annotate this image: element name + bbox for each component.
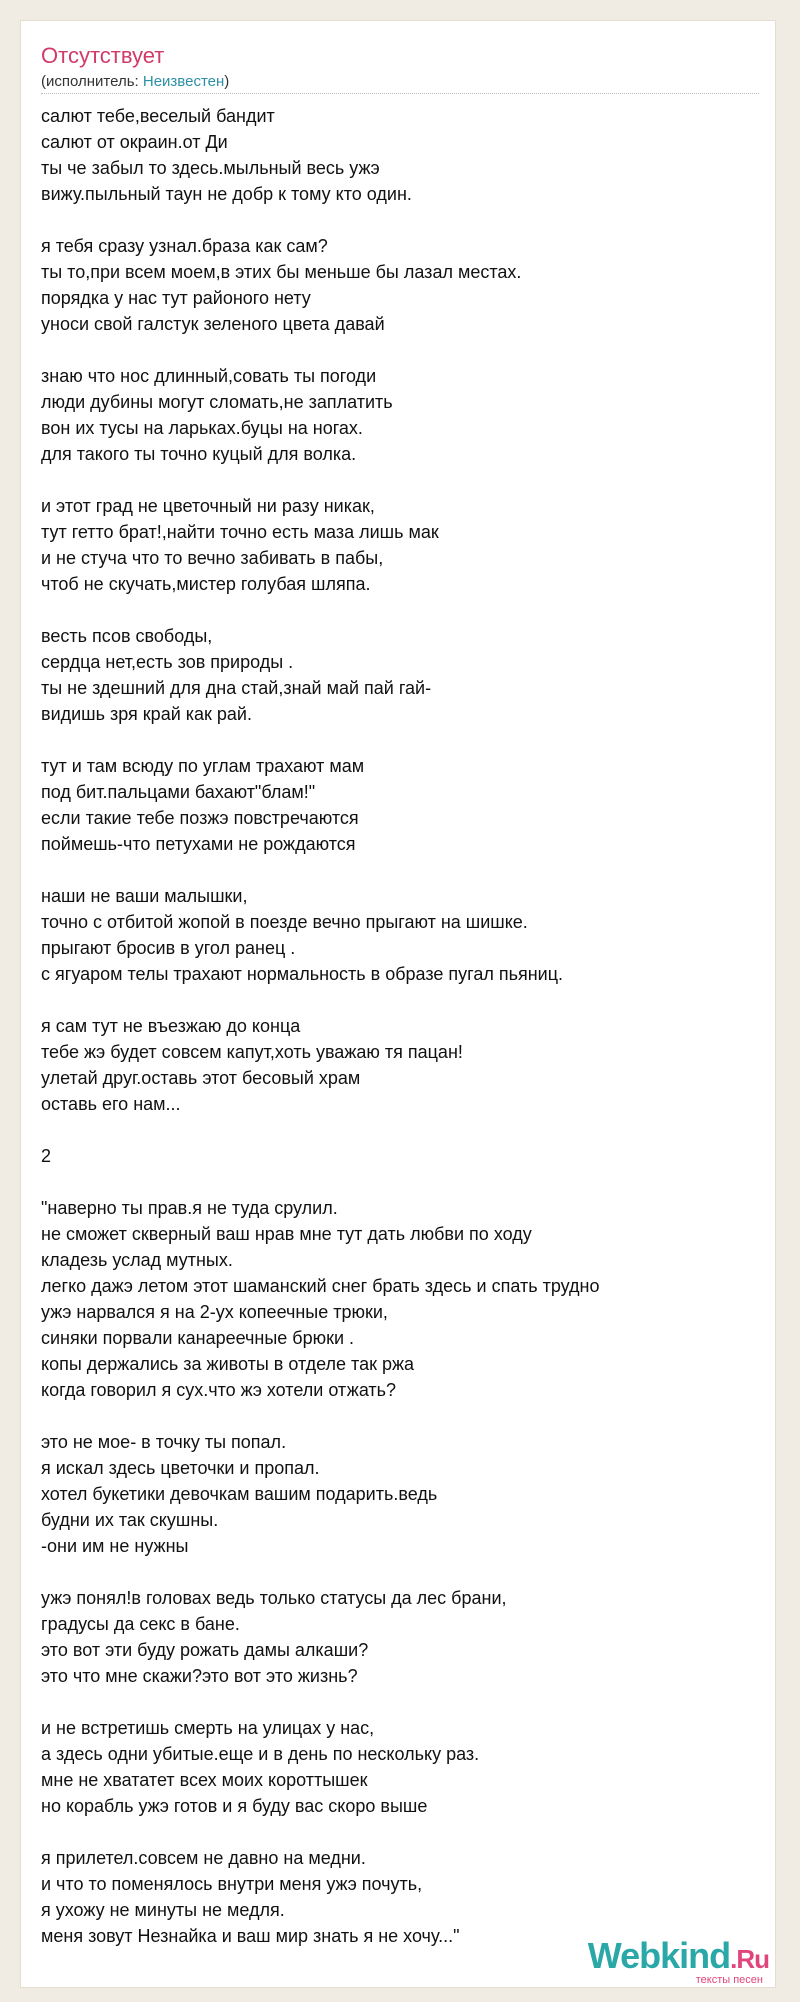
lyrics-line: сердца нет,есть зов природы .	[41, 652, 294, 672]
lyrics-line: и не стуча что то вечно забивать в пабы,	[41, 548, 384, 568]
lyrics-line: ты то,при всем моем,в этих бы меньше бы лазал местах.	[41, 262, 522, 282]
lyrics-line: тут гетто брат!,найти точно есть маза лишь мак	[41, 522, 439, 542]
lyrics-text	[41, 103, 741, 1975]
lyrics-line: хотел букетики девочкам вашим подарить.ведь	[41, 1484, 438, 1504]
header-divider	[41, 93, 759, 94]
lyrics-line: и этот град не цветочный ни разу никак,	[41, 496, 375, 516]
lyrics-line: порядка у нас тут районого нету	[41, 288, 311, 308]
lyrics-line: вижу.пыльный таун не добр к тому кто один.	[41, 184, 412, 204]
logo-ru-text: .Ru	[730, 1944, 769, 1974]
lyrics-line: весть псов свободы,	[41, 626, 213, 646]
lyrics-stanza	[41, 363, 741, 467]
lyrics-line: но корабль ужэ готов и я буду вас скоро выше	[41, 1796, 428, 1816]
lyrics-line: ужэ понял!в головах ведь только статусы да лес брани,	[41, 1588, 507, 1608]
lyrics-line: люди дубины могут сломать,не заплатить	[41, 392, 393, 412]
lyrics-line: 2	[41, 1146, 52, 1166]
lyrics-card	[20, 20, 776, 1988]
lyrics-line: это не мое- в точку ты попал.	[41, 1432, 287, 1452]
lyrics-line: когда говорил я сух.что жэ хотели отжать?	[41, 1380, 397, 1400]
lyrics-line: ужэ нарвался я на 2-ух копеечные трюки,	[41, 1302, 388, 1322]
lyrics-line: кладезь услад мутных.	[41, 1250, 233, 1270]
lyrics-line: синяки порвали канареечные брюки .	[41, 1328, 355, 1348]
lyrics-line: будни их так скушны.	[41, 1510, 219, 1530]
logo-tagline: тексты песен	[695, 1974, 763, 1986]
lyrics-line: мне не хвататет всех моих короттышек	[41, 1770, 368, 1790]
artist-line	[41, 73, 229, 90]
lyrics-line: салют тебе,веселый бандит	[41, 106, 275, 126]
lyrics-line: улетай друг.оставь этот бесовый храм	[41, 1068, 361, 1088]
lyrics-line: для такого ты точно куцый для волка.	[41, 444, 357, 464]
lyrics-line: я сам тут не въезжаю до конца	[41, 1016, 301, 1036]
lyrics-line: ты че забыл то здесь.мыльный весь ужэ	[41, 158, 380, 178]
lyrics-line: "наверно ты прав.я не туда срулил.	[41, 1198, 338, 1218]
lyrics-stanza	[41, 493, 741, 597]
lyrics-line: наши не ваши малышки,	[41, 886, 248, 906]
lyrics-stanza	[41, 1195, 741, 1403]
lyrics-line: я ухожу не минуты не медля.	[41, 1900, 285, 1920]
lyrics-line: а здесь одни убитые.еще и в день по нескольку раз.	[41, 1744, 480, 1764]
lyrics-line: это что мне скажи?это вот это жизнь?	[41, 1666, 358, 1686]
lyrics-line: ты не здешний для дна стай,знай май пай гай-	[41, 678, 432, 698]
lyrics-stanza	[41, 1429, 741, 1559]
lyrics-line: уноси свой галстук зеленого цвета давай	[41, 314, 385, 334]
lyrics-stanza	[41, 883, 741, 987]
lyrics-line: это вот эти буду рожать дамы алкаши?	[41, 1640, 369, 1660]
lyrics-line: копы держались за животы в отделе так ржа	[41, 1354, 415, 1374]
lyrics-stanza	[41, 1845, 741, 1949]
lyrics-stanza	[41, 103, 741, 207]
lyrics-line: видишь зря край как рай.	[41, 704, 252, 724]
lyrics-stanza	[41, 1715, 741, 1819]
lyrics-line: знаю что нос длинный,совать ты погоди	[41, 366, 377, 386]
lyrics-line: -они им не нужны	[41, 1536, 189, 1556]
lyrics-line: я искал здесь цветочки и пропал.	[41, 1458, 320, 1478]
lyrics-stanza	[41, 233, 741, 337]
artist-suffix: )	[224, 73, 230, 90]
lyrics-line: оставь его нам...	[41, 1094, 181, 1114]
lyrics-stanza	[41, 1143, 741, 1169]
lyrics-line: салют от окраин.от Ди	[41, 132, 228, 152]
song-title: Отсутствует	[41, 43, 165, 68]
lyrics-line: с ягуаром телы трахают нормальность в образе пугал пьяниц.	[41, 964, 564, 984]
lyrics-line: тебе жэ будет совсем капут,хоть уважаю тя пацан!	[41, 1042, 463, 1062]
lyrics-line: я тебя сразу узнал.браза как сам?	[41, 236, 328, 256]
lyrics-line: градусы да секс в бане.	[41, 1614, 240, 1634]
lyrics-line: я прилетел.совсем не давно на медни.	[41, 1848, 366, 1868]
lyrics-line: если такие тебе позжэ повстречаются	[41, 808, 359, 828]
lyrics-line: поймешь-что петухами не рождаются	[41, 834, 356, 854]
logo-web-text: Webkind	[587, 1935, 731, 1976]
lyrics-line: и что то поменялось внутри меня ужэ почуть,	[41, 1874, 423, 1894]
lyrics-line: тут и там всюду по углам трахают мам	[41, 756, 365, 776]
lyrics-stanza	[41, 753, 741, 857]
lyrics-line: точно с отбитой жопой в поезде вечно прыгают на шишке.	[41, 912, 528, 932]
lyrics-line: не сможет скверный ваш нрав мне тут дать любви по ходу	[41, 1224, 532, 1244]
lyrics-line: легко дажэ летом этот шаманский снег брать здесь и спать трудно	[41, 1276, 600, 1296]
lyrics-line: чтоб не скучать,мистер голубая шляпа.	[41, 574, 371, 594]
lyrics-stanza	[41, 1585, 741, 1689]
artist-link[interactable]: Неизвестен	[142, 73, 225, 90]
lyrics-stanza	[41, 623, 741, 727]
lyrics-line: прыгают бросив в угол ранец .	[41, 938, 296, 958]
lyrics-line: под бит.пальцами бахают"блам!"	[41, 782, 316, 802]
lyrics-line: вон их тусы на ларьках.буцы на ногах.	[41, 418, 363, 438]
webkind-logo[interactable]	[588, 1937, 769, 1986]
lyrics-stanza	[41, 1013, 741, 1117]
artist-prefix: (исполнитель:	[41, 73, 143, 90]
lyrics-line: и не встретишь смерть на улицах у нас,	[41, 1718, 375, 1738]
lyrics-line: меня зовут Незнайка и ваш мир знать я не хочу..."	[41, 1926, 460, 1946]
